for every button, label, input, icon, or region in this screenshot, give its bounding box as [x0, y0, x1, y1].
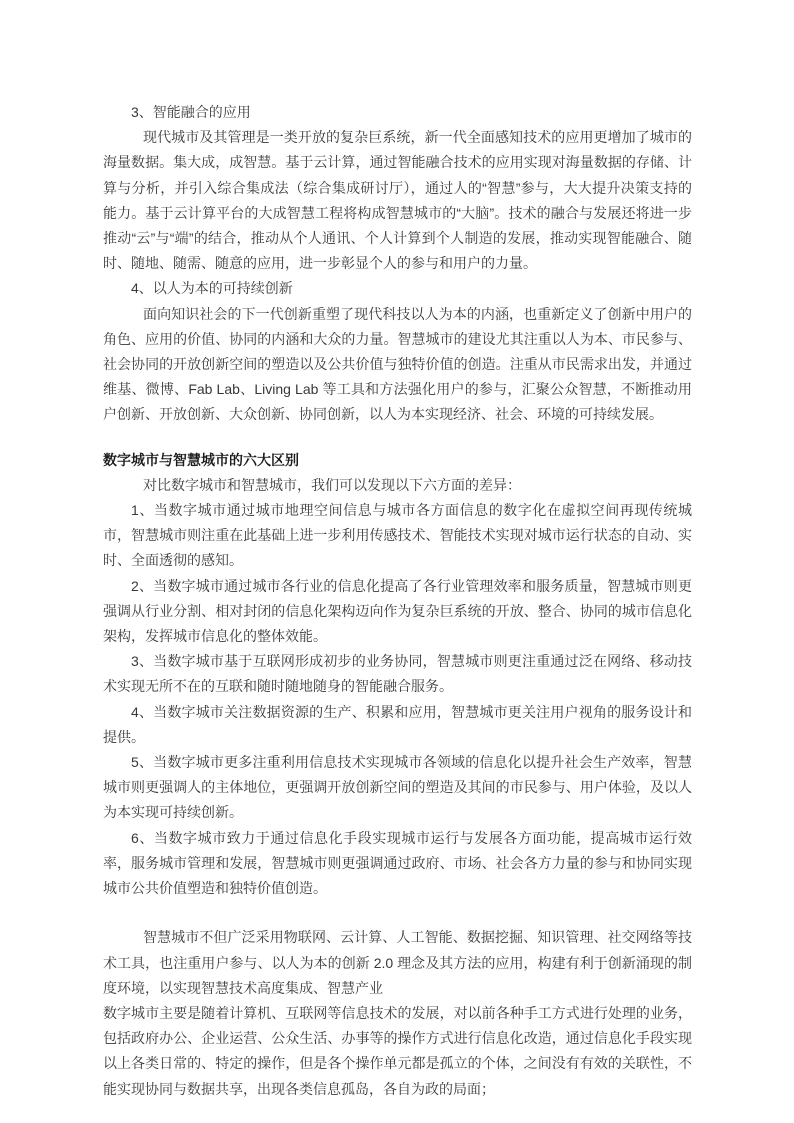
numbered-subheading: 4、以人为本的可持续创新	[131, 280, 293, 297]
document-content	[103, 100, 692, 1102]
numbered-item: 5、当数字城市更多注重利用信息技术实现城市各领域的信息化以提升社会生产效率，智慧城市则更强调人的主体地位，更强调开放创新空间的塑造及其间的市民参与、用户体验，及以人为本实现可持续创新。	[103, 754, 692, 821]
numbered-item: 3、当数字城市基于互联网形成初步的业务协同，智慧城市则更注重通过泛在网络、移动技术实现无所不在的互联和随时随地随身的智能融合服务。	[103, 653, 692, 695]
paragraph: 对比数字城市和智慧城市，我们可以发现以下六方面的差异：	[143, 476, 521, 493]
numbered-item: 1、当数字城市通过城市地理空间信息与城市各方面信息的数字化在虚拟空间再现传统城市，智慧城市则注重在此基础上进一步利用传感技术、智能技术实现对城市运行状态的自动、实时、全面透彻的感知。	[103, 502, 692, 569]
numbered-item: 6、当数字城市致力于通过信息化手段实现城市运行与发展各方面功能，提高城市运行效率，服务城市管理和发展，智慧城市则更强调通过政府、市场、社会各方力量的参与和协同实现城市公共价值塑造和独特价值创造。	[103, 829, 692, 897]
paragraph: 面向知识社会的下一代创新重塑了现代科技以人为本的内涵，也重新定义了创新中用户的角色、应用的价值、协同的内涵和大众的力量。智慧城市的建设尤其注重以人为本、市民参与、社会协同的开放创新空间的塑造以及公共价值与独特价值的创造。注重从市民需求出发，并通过维基、微博、Fab Lab、Living Lab 等工具和方法强化用户的参与，汇聚公众智慧，不断推动用户创新、开放创新、大众创新、协同创新，以人为本实现经济、社会、环境的可持续发展。	[103, 305, 692, 423]
numbered-item: 4、当数字城市关注数据资源的生产、积累和应用，智慧城市更关注用户视角的服务设计和提供。	[103, 703, 692, 745]
numbered-item: 2、当数字城市通过城市各行业的信息化提高了各行业管理效率和服务质量，智慧城市则更强调从行业分割、相对封闭的信息化架构迈向作为复杂巨系统的开放、整合、协同的城市信息化架构，发挥城市信息化的整体效能。	[103, 577, 692, 645]
numbered-subheading: 3、智能融合的应用	[131, 104, 251, 120]
paragraph: 现代城市及其管理是一类开放的复杂巨系统，新一代全面感知技术的应用更增加了城市的海量数据。集大成，成智慧。基于云计算，通过智能融合技术的应用实现对海量数据的存储、计算与分析，并引入综合集成法（综合集成研讨厅），通过人的“智慧”参与，大大提升决策支持的能力。基于云计算平台的大成智慧工程将构成智慧城市的“大脑”。技术的融合与发展还将进一步推动“云”与“端”的结合，推动从个人通讯、个人计算到个人制造的发展，推动实现智能融合、随时、随地、随需、随意的应用，进一步彰显个人的参与和用户的力量。	[103, 129, 692, 272]
paragraph: 智慧城市不但广泛采用物联网、云计算、人工智能、数据挖掘、知识管理、社交网络等技术工具，也注重用户参与、以人为本的创新 2.0 理念及其方法的应用，构建有利于创新涌现的制度环境，以实现智慧技术高度集成、智慧产业	[103, 929, 692, 996]
paragraph-flush: 数字城市主要是随着计算机、互联网等信息技术的发展，对以前各种手工方式进行处理的业务，包括政府办公、企业运营、公众生活、办事等的操作方式进行信息化改造，通过信息化手段实现以上各类日常的、特定的操作，但是各个操作单元都是孤立的个体，之间没有有效的关联性，不能实现协同与数据共享，出现各类信息孤岛，各自为政的局面；	[103, 1004, 692, 1097]
section-heading: 数字城市与智慧城市的六大区别	[103, 451, 299, 468]
